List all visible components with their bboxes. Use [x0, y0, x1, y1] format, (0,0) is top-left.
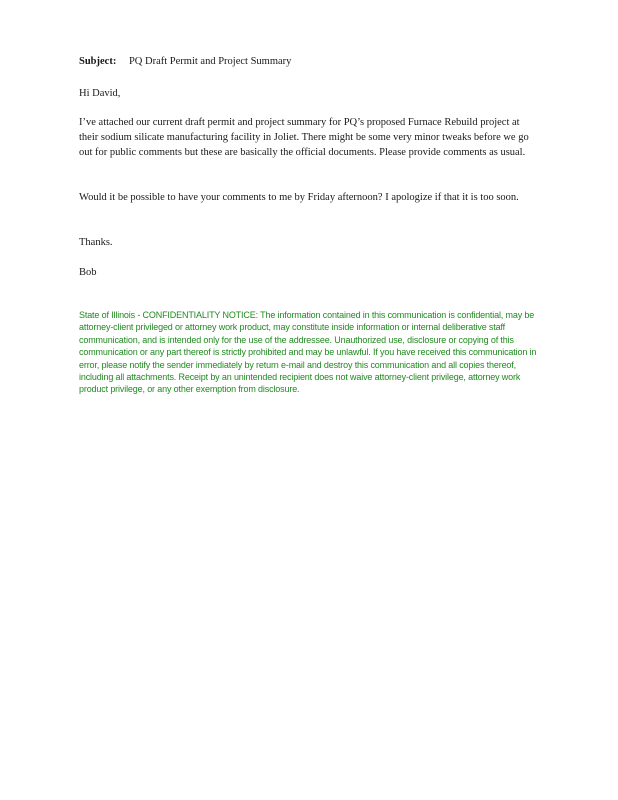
greeting: Hi David,	[79, 88, 121, 99]
confidentiality-notice: State of Illinois - CONFIDENTIALITY NOTICE: The information contained in this communication is confidential, may be attorney-client privileged or attorney work product, may constitute inside information or internal deliberative staff communication, and is intended only for the use of the addressee. Unauthorized use, disclosure or copying of this communication or any part thereof is strictly prohibited and may be unlawful. If you have received this communication in error, please notify the sender immediately by return e-mail and destroy this communication and all copies thereof, including all attachments. Receipt by an unintended recipient does not waive attorney-client privilege, attorney work product privilege, or any other exemption from disclosure.	[79, 310, 537, 395]
body-paragraph-2	[79, 190, 539, 205]
subject-label: Subject:	[79, 56, 117, 67]
signature: Bob	[79, 267, 97, 278]
subject-text: PQ Draft Permit and Project Summary	[128, 56, 292, 67]
body-paragraph-2-text: Would it be possible to have your comments to me by Friday afternoon? I apologize if that it is too soon.	[79, 192, 519, 203]
closing-thanks: Thanks.	[79, 237, 113, 248]
body-paragraph-1-text: I’ve attached our current draft permit and project summary for PQ’s proposed Furnace Rebuild project at their sodium silicate manufacturing facility in Joliet. There might be some very minor tweaks before we go out for public comments but these are basically the official documents. Please provide comments as usual.	[79, 117, 529, 158]
subject-line	[79, 55, 291, 69]
body-paragraph-1	[79, 115, 539, 160]
